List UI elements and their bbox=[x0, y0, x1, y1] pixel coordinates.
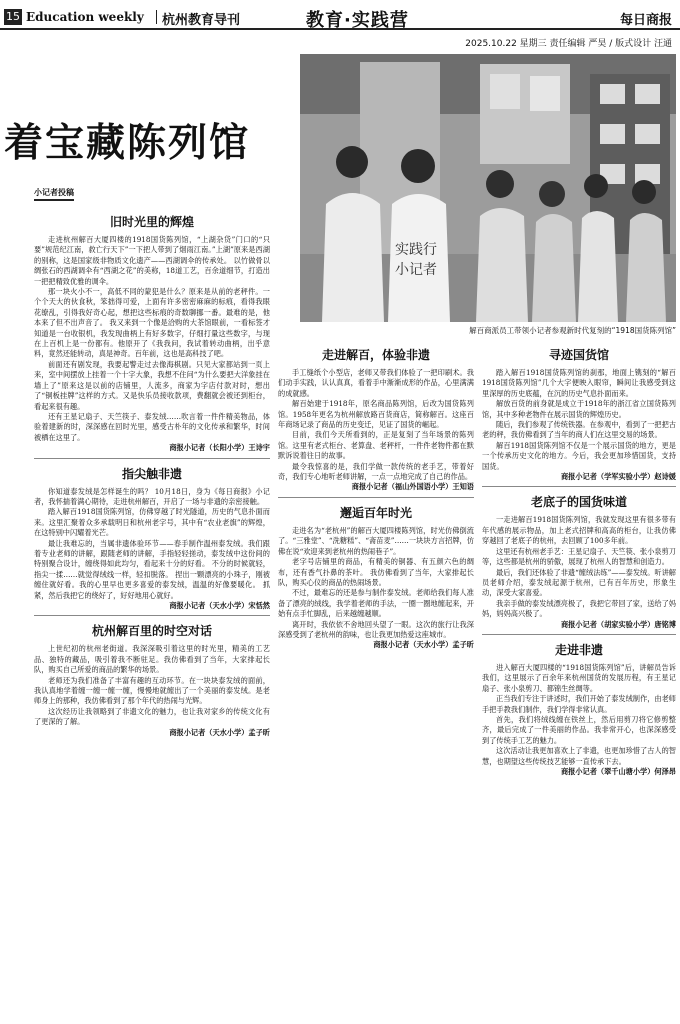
article-paragraph: 解百1918国货陈列馆不仅是一个展示国货的地方，更是一个传承历史文化的地方。今后，我会更加珍惜国货，支持国货。 bbox=[482, 440, 676, 471]
article-title: 寻迹国货馆 bbox=[548, 348, 609, 362]
article-paragraph: 这次经历让我领略到了非遗文化的魅力，也让我对家乡的传统文化有了更深的了解。 bbox=[34, 706, 270, 727]
article-paragraph: 踏入解百1918国货陈列馆，仿佛穿越了时光隧道，历史的气息扑面而来。这里汇聚着众多承载明日和杭州老字号，其中有“农业老旗”的辉煌，在这特别中闪耀着光芒。 bbox=[34, 507, 270, 538]
article-paragraph: 离开时，我依依不舍地回头望了一眼。这次的旅行让我深深感受到了老杭州的韵味，也让我更加热爱这座城市。 bbox=[278, 619, 474, 639]
photo bbox=[300, 54, 676, 322]
guide-title: 杭州教育导刊 bbox=[162, 13, 241, 28]
article-title: 杭州解百里的时空对话 bbox=[91, 624, 212, 639]
article-paragraph: 不过，最难忘的还是参与制作泰发绒。老师给我们每人准备了漂亮的绒线，我学着老师的手法，一圈一圈地缠起来，开始有点手忙脚乱，后来越缠越顺。 bbox=[278, 588, 474, 619]
byline: 商报小记者（天水小学）孟子昕 bbox=[169, 727, 270, 737]
divider bbox=[156, 10, 157, 24]
article-title: 指尖触非遗 bbox=[121, 466, 182, 481]
article-paragraph: 老师还为我们准备了丰富有趣的互动环节。在一块块泰发绒的面前，我认真地学着缠一缠一缠一缠，慢慢地就缠出了一个美丽的泰发绒。是老师身上的那种，我仿佛看到了那个年代的热闹与光辉。 bbox=[34, 675, 270, 706]
article-title: 邂逅百年时光 bbox=[339, 505, 412, 520]
article-title: 走进解百，体验非遗 bbox=[321, 348, 430, 362]
byline: 商报小记者（胡家实验小学）唐铭博 bbox=[560, 619, 676, 629]
byline: 商报小记者（天水小学）孟子昕 bbox=[373, 640, 474, 650]
divider bbox=[482, 486, 676, 487]
article-paragraph: 一走进解百1918国货陈列馆，我就发现这里有很多带有年代感的展示物品，加上老式招牌和高高的柜台，让我仿佛穿越回了老底子的杭州，去回顾了100多年前。 bbox=[482, 515, 676, 546]
article-paragraph: 手工缝纸个小型店，老师又带我们体验了一把印刷术。我们动手实践，认认真真，看着手中渐渐成形的作品，心里满满的成就感。 bbox=[278, 368, 474, 398]
dateline: 2025.10.22 星期三 责任编辑 严昊 / 版式设计 汪通 bbox=[465, 39, 672, 49]
article-paragraph: 前面还有剧发现，我要起警走过去像海棋剧。只见大家都站到一页上来，室中间摆放上挂着一个十字大象，我想不住问“为什么要把大洋象挂在墙上了”原来这是以前的店铺里，人流多，商家为字店付款对时，想出了“铜板挂牌”这样的方式。又是快乐员接收款项，费翻就会被还到柜台，看起来很有趣。 bbox=[34, 359, 270, 411]
article-paragraph: 最让我难忘的，当属非遗体验环节——春手制作温州泰发绒。我们跟着专业老师的讲解，跟随老师的讲解，手指轻轻搓动，泰发绒中这份间的特别聚合设计，缠绕得如此均匀，看起来十分的好看。 不分的时候就轻，指尖一揉……就觉得绒线一样，轻扣脱落。 捏出一颗漂亮的小珠子，刚被缠住就好看。我的心里早也更多喜爱的泰发绒，温温的好像要暖化。 抓紧，然后我把它的绕好了，好好地用心就好。 bbox=[34, 538, 270, 600]
column-2 bbox=[278, 340, 474, 655]
english-title: Education weekly bbox=[26, 10, 144, 24]
masthead bbox=[0, 0, 680, 30]
divider bbox=[34, 458, 270, 459]
article-paragraph: 这里还有杭州老手艺：王星记扇子、天竺筷、张小泉剪刀等，这些都是杭州的骄傲，展现了杭州人的智慧和创造力。 bbox=[482, 546, 676, 567]
divider bbox=[482, 634, 676, 635]
byline: 商报小记者（福山外国语小学）王知语 bbox=[351, 482, 474, 492]
byline: 商报小记者（翠千山塘小学）何泽昂 bbox=[560, 767, 676, 776]
article-paragraph: 还有王星记扇子、天竺筷子、泰发绒……吹言着一件件精美物品，体验着建新的时，深深感在回时光里，感受古朴年的文化传承和繁华，时间被栖在这里了。 bbox=[34, 411, 270, 442]
page-headline: 着宝藏陈列馆 bbox=[4, 121, 251, 166]
article-paragraph: 目前，我们今天所看到的，正是复刻了当年场景的陈列馆。这里有老式柜台、老算盘、老秤杆，一件件老物件都在默默诉说着往日的故事。 bbox=[278, 430, 474, 461]
divider bbox=[34, 615, 270, 616]
page-number: 15 bbox=[6, 10, 20, 23]
article-paragraph: 最令我惊喜的是，我们学做一款传统的老手艺，带着好奇，我们专心地听老师讲解，一点一点地完成了自己的作品。 bbox=[278, 461, 474, 482]
article-paragraph: 最后，我们还体验了非遗“缠绒法练”——泰发绒。听讲解员老师介绍，泰发绒起源于杭州，已有百年历史，形象生动，深受大家喜爱。 bbox=[482, 567, 676, 598]
article-paragraph: 走进杭州解百大厦四楼的1918国货陈列馆，“上湖杂货”门口的“只要”规范纪江南，救亡行天下”一下把人带到了烟雨江南。”上湖”原来是西湖的别称，这是国家级非物质文化遗产——西湖调伞的传承处。 以竹做骨以绸张石的西湖调伞有“西湖之花”的美称，18道工艺，百余道细节，打造出一把把精致优雅的调伞。 bbox=[34, 235, 270, 286]
article-paragraph: 解百始建于1918年，原名商品陈列馆，后改为国货陈列馆。1958年更名为杭州解放路百货商店，简称解百。这座百年商场记录了商品的历史变迁，见证了国货的崛起。 bbox=[278, 399, 474, 430]
article-paragraph: 那一块火小不一，高低不同的蒙犯是什么？原来是从前的老秤件。一个个天大的伙食秋，笨拙得可爱，上面有许多密密麻麻的标痕，看得我眼花缭乱，引得我好奇心起，想把这些标痕的奇数聊挪一番。最难的是，他本来了但不出声音了。 我又来到一个像是洽购的大茶馆眼前，一看标签才知道是一台收银机，我发现曲柄上有好多数字，仔细打量这些数字，与现在上百机上是一份都有。他原开了《我我问，我试着转动曲柄，出乎意料，竟然还能转动，真是神奇。百年前，这也是高科技了吧。 bbox=[34, 287, 270, 359]
article-paragraph: 随后，我们参观了传统铁器。在参观中，看到了一把把古老的秤，我仿佛看到了当年的商人们在这里交易的场景。 bbox=[482, 420, 676, 440]
photo-caption: 解百商派员工带领小记者参观新时代复刻的“1918国货陈列馆” bbox=[469, 326, 676, 335]
article-paragraph: 老字号店铺里的商品，有精美的铜器、有五颜六色的绸布，还有香气扑鼻的茶叶。 我仿佛看到了当年，大家排起长队，购买心仪的商品的热闹场景。 bbox=[278, 557, 474, 587]
vest-text-2: 小记者 bbox=[395, 262, 437, 278]
article-paragraph: 进入解百大厦四楼的“1918国货陈列馆”后，讲解员告诉我们，这里展示了百余年来杭州国货的发展历程，有王星记扇子、张小泉剪刀、都锦生丝绸等。 bbox=[482, 662, 676, 693]
contribution-tag: 小记者投稿 bbox=[34, 187, 74, 201]
article-paragraph: 走进名为“老杭州”的解百大厦四楼陈列馆，时光仿佛倒流了。“三雅堂”、“洗糖糕”、“斋苗麦”……一块块方言招牌，仿佛在说“欢迎来到老杭州的热闹巷子”。 bbox=[278, 525, 474, 556]
divider bbox=[278, 497, 474, 498]
article-paragraph: 正当我们专注于讲述时，我们开始了泰发绒制作，由老师手把手教我们制作，我们学得非常认真。 bbox=[482, 694, 676, 714]
article-paragraph: 你知道泰发绒是怎样诞生的吗？ 10月18日，身为《每日商报》小记者，我怀揣着满心期待，走进杭州解百，开启了一场与非遗的亲密接触。 bbox=[34, 486, 270, 506]
article-paragraph: 踏入解百1918国货陈列馆的刹那，地面上镌刻的“解百1918国货陈列馆”几个大字便映入眼帘，瞬间让我感受到这里深厚的历史底蕴，在沉的历史气息扑面而来。 bbox=[482, 368, 676, 398]
article-title: 老底子的国货味道 bbox=[530, 495, 627, 510]
article-paragraph: 我亲手做的泰发绒漂亮极了，我把它带回了家，送给了妈妈，妈妈高兴极了。 bbox=[482, 598, 676, 619]
article-paragraph: 这次活动让我更加喜欢上了非遗，也更加珍惜了古人的智慧，也期望这些传统技艺能够一直传承下去。 bbox=[482, 746, 676, 766]
paper-name: 每日商报 bbox=[619, 13, 672, 28]
article-paragraph: 上世纪初的杭州老街道。我深深吸引着这里的时光里，精美的工艺品、独特的藏品，吸引着我不断驻足。我仿佛看到了当年，大家排起长队，购买自己所爱的商品的繁华的场景。 bbox=[34, 644, 270, 675]
article-title: 走进非遗 bbox=[554, 642, 603, 657]
vest-text-1: 实践行 bbox=[395, 242, 437, 258]
section-title: 教育·实践营 bbox=[306, 10, 409, 31]
byline: 商报小记者（学军实验小学）赵诗媛 bbox=[560, 472, 676, 482]
photo-illustration bbox=[300, 54, 676, 322]
article-paragraph: 解放百货的前身就是成立于1918年的浙江省立国货陈列馆，其中多种老物件在展示国货的辉煌历史。 bbox=[482, 399, 676, 419]
column-1 bbox=[34, 180, 270, 742]
byline: 商报小记者（天水小学）宋恬然 bbox=[169, 601, 270, 610]
article-paragraph: 首先，我们将绒线缠在铁丝上，然后用剪刀将它修剪整齐，最后完成了一件美丽的作品。我非常开心，也深深感受到了传统手工艺的魅力。 bbox=[482, 714, 676, 745]
article-title: 旧时光里的辉煌 bbox=[109, 215, 194, 229]
column-3 bbox=[482, 340, 676, 781]
byline: 商报小记者（长阳小学）王诗宇 bbox=[169, 443, 270, 453]
